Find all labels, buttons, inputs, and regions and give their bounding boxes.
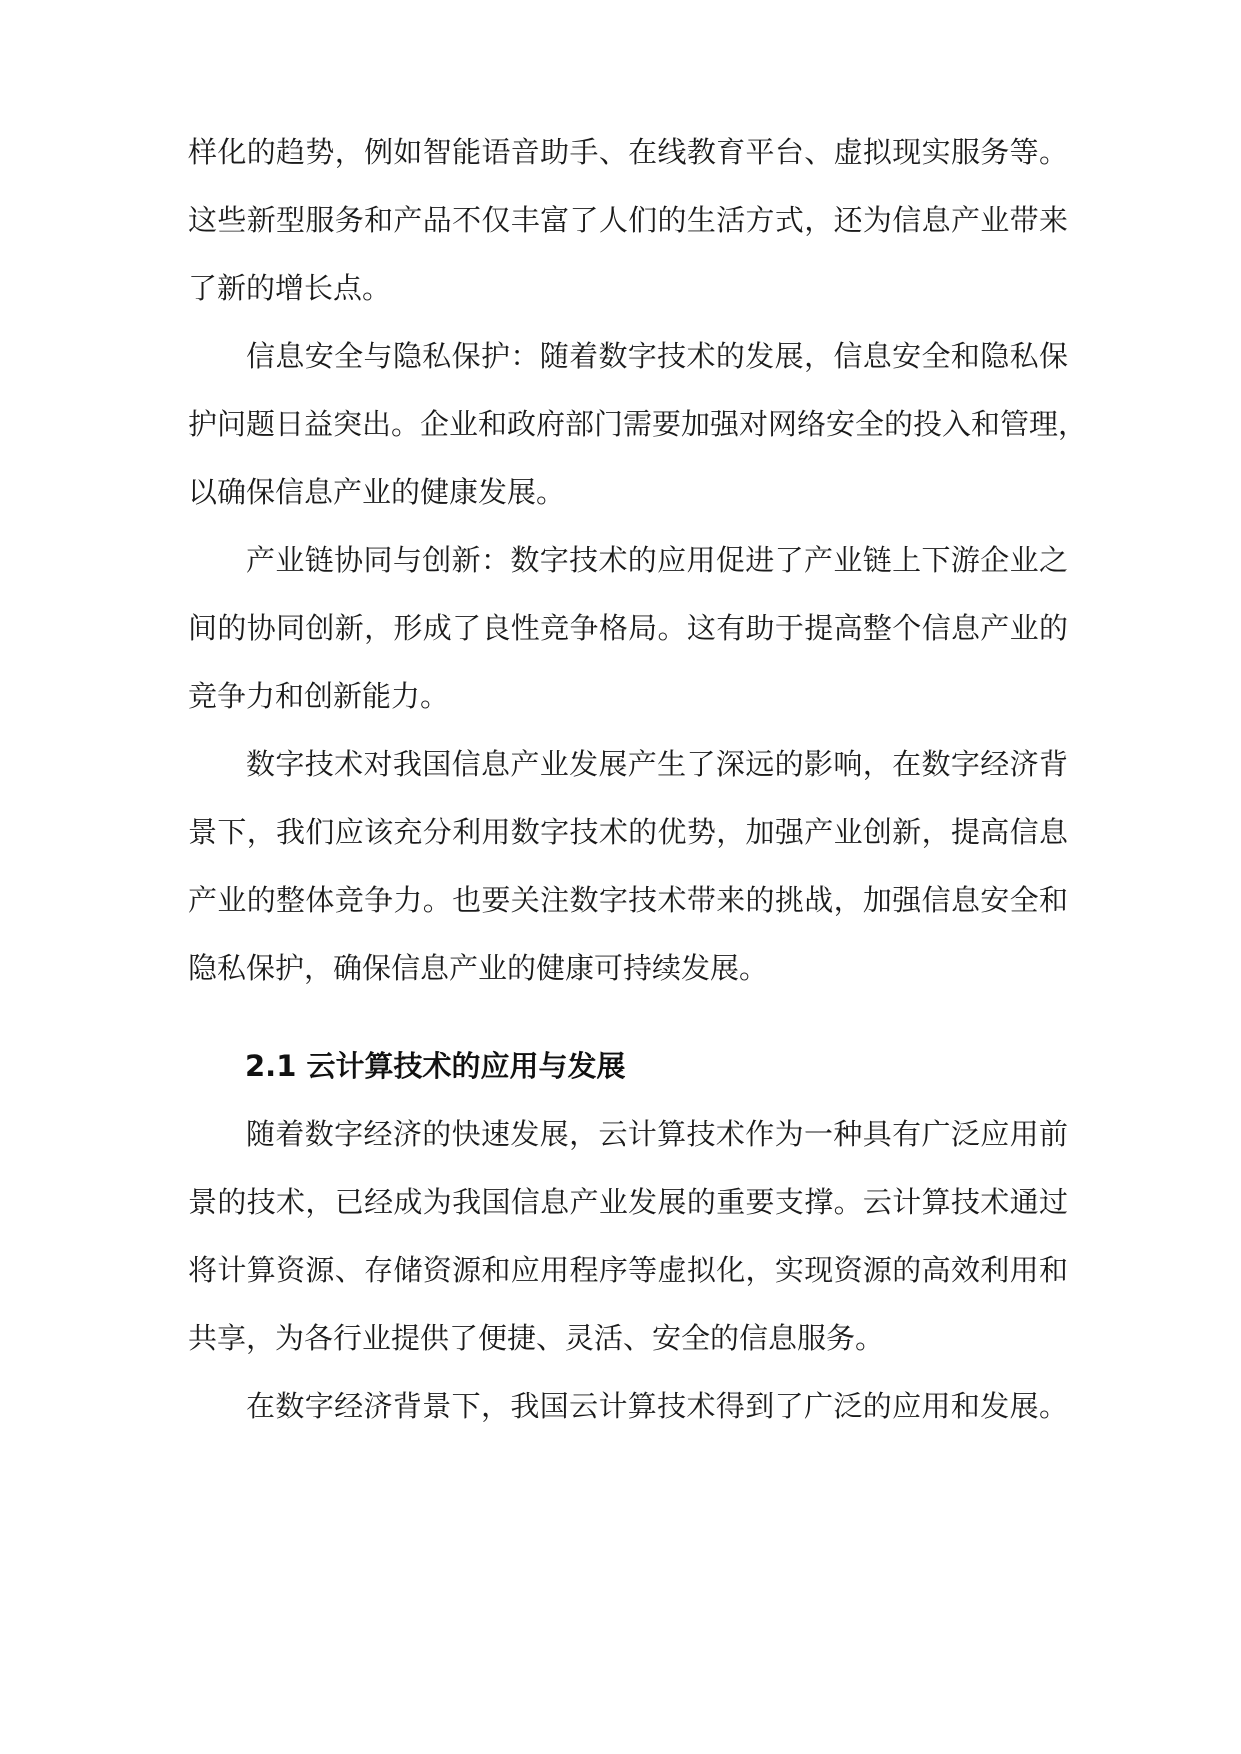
section-paragraph-1-line-3: 将计算资源、存储资源和应用程序等虚拟化，实现资源的高效利用和 (188, 1253, 1068, 1287)
paragraph-4-line-2: 景下，我们应该充分利用数字技术的优势，加强产业创新，提高信息 (188, 815, 1068, 849)
paragraph-4-line-1: 数字技术对我国信息产业发展产生了深远的影响，在数字经济背 (246, 747, 1068, 781)
paragraph-2-line-2: 护问题日益突出。企业和政府部门需要加强对网络安全的投入和管理， (188, 407, 1088, 441)
paragraph-3-line-2: 间的协同创新，形成了良性竞争格局。这有助于提高整个信息产业的 (188, 611, 1068, 645)
paragraph-1-line-3: 了新的增长点。 (188, 271, 392, 305)
section-paragraph-1-line-1: 随着数字经济的快速发展，云计算技术作为一种具有广泛应用前 (246, 1117, 1068, 1151)
section-heading: 2.1 云计算技术的应用与发展 (245, 1049, 626, 1083)
paragraph-3-line-1: 产业链协同与创新：数字技术的应用促进了产业链上下游企业之 (246, 543, 1068, 577)
paragraph-2-line-3: 以确保信息产业的健康发展。 (188, 475, 566, 509)
paragraph-1-line-2: 这些新型服务和产品不仅丰富了人们的生活方式，还为信息产业带来 (188, 203, 1068, 237)
paragraph-4-line-3: 产业的整体竞争力。也要关注数字技术带来的挑战，加强信息安全和 (188, 883, 1068, 917)
section-paragraph-1-line-4: 共享，为各行业提供了便捷、灵活、安全的信息服务。 (188, 1321, 885, 1355)
paragraph-2-line-1: 信息安全与隐私保护：随着数字技术的发展，信息安全和隐私保 (246, 339, 1068, 373)
section-paragraph-1-line-2: 景的技术，已经成为我国信息产业发展的重要支撑。云计算技术通过 (188, 1185, 1068, 1219)
section-paragraph-2-line-1: 在数字经济背景下，我国云计算技术得到了广泛的应用和发展。 (246, 1389, 1068, 1423)
paragraph-3-line-3: 竞争力和创新能力。 (188, 679, 450, 713)
paragraph-4-line-4: 隐私保护，确保信息产业的健康可持续发展。 (188, 951, 769, 985)
paragraph-1-line-1: 样化的趋势，例如智能语音助手、在线教育平台、虚拟现实服务等。 (188, 135, 1068, 169)
